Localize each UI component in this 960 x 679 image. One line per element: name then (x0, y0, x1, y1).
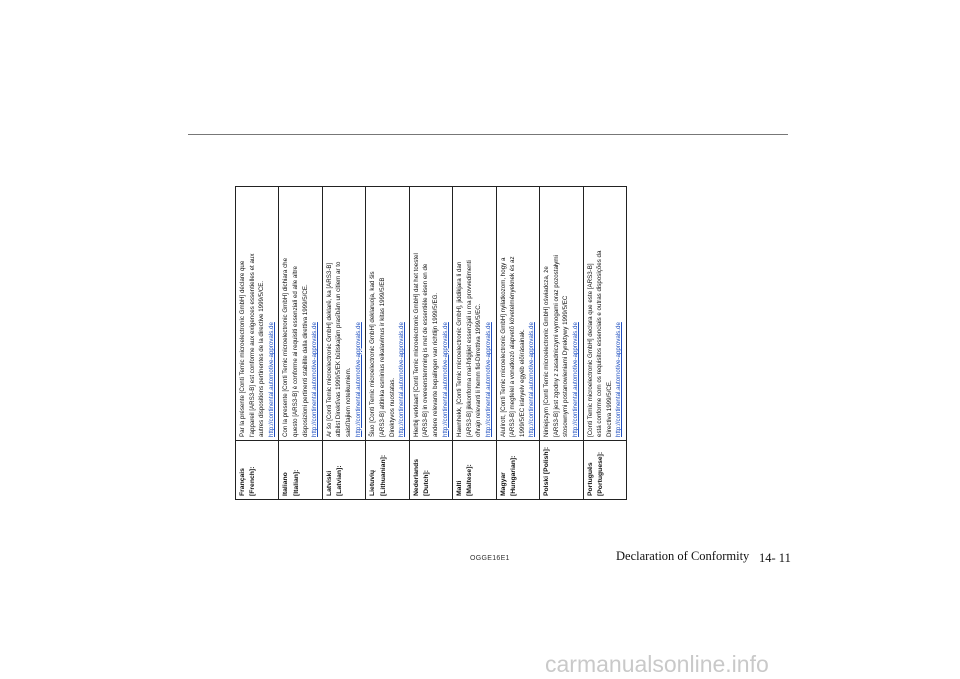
declaration-text: atbilst Direktīvas 1999/5/EK būtiskajām prasībām un citiem ar to (335, 261, 343, 437)
language-label: Nederlands (412, 458, 420, 496)
declaration-text: está conforme com os requisitos essenciais e outras disposições da (596, 250, 604, 437)
language-label: Português (586, 462, 594, 496)
approvals-link[interactable]: http://continental.automotive-approvals.de (311, 322, 319, 437)
language-label: [Dutch]: (422, 469, 430, 496)
declaration-text: disposizioni pertinenti stabilite dalla direttiva 1999/5/CE. (301, 284, 309, 437)
page-number: 14- 11 (759, 551, 791, 565)
approvals-link[interactable]: http://continental.automotive-approvals.de (398, 322, 406, 437)
watermark: carmanualsonline.info (545, 651, 769, 677)
table-row (322, 187, 365, 500)
declaration-cell (322, 187, 365, 441)
declaration-cell (583, 187, 626, 441)
declaration-text: autres dispositions pertinentes de la directive 1999/5/CE. (258, 280, 266, 437)
declaration-text: l'appareil [ARS3-B] est conforme aux exigences essentielles et aux (248, 253, 256, 437)
approvals-link[interactable]: http://continental.automotive-approvals.de (615, 322, 623, 437)
section-title: Declaration of Conformity (616, 549, 750, 563)
declaration-text: Niniejszym [Conti Temic microelectronic GmbH] oświadcza, że (543, 266, 551, 437)
language-label: [Portuguese]: (596, 451, 604, 496)
language-label: Magyar (499, 472, 507, 496)
declaration-text: [ARS3-B] in overeenstemming is met de essentiële eisen en de (422, 263, 430, 437)
language-label: [Maltese]: (466, 464, 474, 496)
declaration-text: Šiuo [Conti Temic microelectronic GmbH] deklaruoja, kad šis (369, 271, 377, 437)
declaration-text: Direktyvos nuostatas. (388, 377, 396, 437)
declaration-text: Con la presente [Conti Temic microelectronic GmbH] dichiara che (282, 257, 290, 437)
declaration-text: saistītajiem noteikumiem. (345, 367, 353, 437)
language-cell (366, 441, 409, 500)
table-row (366, 187, 409, 500)
declaration-text: Hierbij verklaart [Conti Temic microelectronic GmbH] dat het toestel (412, 253, 420, 437)
declaration-text: Ar šo [Conti Temic microelectronic GmbH] deklarē, ka [ARS3-B] (325, 262, 333, 437)
language-cell (540, 441, 583, 500)
table-row (279, 187, 322, 500)
approvals-link[interactable]: http://continental.automotive-approvals.de (571, 322, 579, 437)
language-cell (583, 441, 626, 500)
language-cell (409, 441, 452, 500)
language-label: Polski [Polish]: (543, 446, 551, 496)
language-cell (496, 441, 539, 500)
declaration-table-container (235, 186, 683, 500)
declaration-text: [ARS3-B] jikkonforma mal-ħtiġijiet essenzjali u ma provvedimenti (465, 260, 473, 437)
table-row (583, 187, 626, 500)
declaration-cell (366, 187, 409, 441)
declaration-cell (279, 187, 322, 441)
declaration-text: Hawnhekk, [Conti Temic microelectronic GmbH], jiddikjara li dan (456, 261, 464, 437)
language-cell (453, 441, 496, 500)
declaration-cell (496, 187, 539, 441)
language-label: Français (239, 468, 246, 496)
declaration-text: [Conti Temic microelectronic GmbH] declara que este [ARS3-B] (586, 263, 594, 437)
declaration-text: oħrajn relevanti li hemm fid-Dirrettiva 1999/5/EC. (475, 303, 483, 437)
declaration-text: [ARS3-B] atitinka esminius reikalavimus ir kitas 1999/5/EB (378, 277, 386, 437)
declaration-text: stosownymi postanowieniami Dyrektywy 1999/5/EC (562, 295, 570, 437)
language-label: [Hungarian]: (509, 455, 517, 496)
language-label: [Lithuanian]: (379, 454, 387, 496)
declaration-text: Directiva 1999/5/CE. (605, 380, 613, 437)
approvals-link[interactable]: http://continental.automotive-approvals.de (354, 322, 362, 437)
table-row (409, 187, 452, 500)
declaration-text: [ARS3-B] megfelel a vonatkozó alapvetõ követelményeknek és az (509, 256, 517, 437)
language-cell (236, 441, 279, 500)
table-row (540, 187, 583, 500)
table-row (453, 187, 496, 500)
language-label: Malti (456, 480, 464, 496)
table-row (496, 187, 539, 500)
language-cell (279, 441, 322, 500)
approvals-link[interactable]: http://continental.automotive-approvals.de (485, 322, 493, 437)
language-label: Latviski (325, 470, 333, 496)
declaration-text: Alulírott, [Conti Temic microelectronic GmbH] nyilatkozom, hogy a (499, 257, 507, 437)
table-row (236, 187, 279, 500)
declaration-text: [ARS3-B] jest zgodny z zasadniczymi wymogami oraz pozostałymi (552, 255, 560, 437)
language-label: [French]: (249, 466, 257, 496)
approvals-link[interactable]: http://continental.automotive-approvals.de (528, 322, 536, 437)
header-rule (188, 134, 788, 135)
document-code: OGGE16E1 (470, 555, 510, 562)
declaration-cell (409, 187, 452, 441)
declaration-cell (540, 187, 583, 441)
language-label: [Italian]: (292, 469, 300, 496)
declaration-cell (453, 187, 496, 441)
declaration-text: andere relevante bepalingen van richtlijn 1999/5/EG. (431, 292, 439, 437)
declaration-text: 1999/5/EC irányelv egyéb elõírásainak. (518, 329, 526, 437)
approvals-link[interactable]: http://continental.automotive-approvals.de (267, 322, 275, 437)
language-label: Italiano (282, 472, 290, 496)
declaration-table (235, 186, 627, 500)
approvals-link[interactable]: http://continental.automotive-approvals.de (441, 322, 449, 437)
language-label: Lietuvių (369, 469, 377, 496)
declaration-cell (236, 187, 279, 441)
language-cell (322, 441, 365, 500)
declaration-text: questo [ARS3-B] è conforme ai requisiti essenziali ed alle altre (292, 266, 300, 437)
language-label: [Latvian]: (336, 465, 344, 496)
declaration-text: Par la présente [Conti Temic microelectronic GmbH] déclare que (239, 260, 246, 437)
